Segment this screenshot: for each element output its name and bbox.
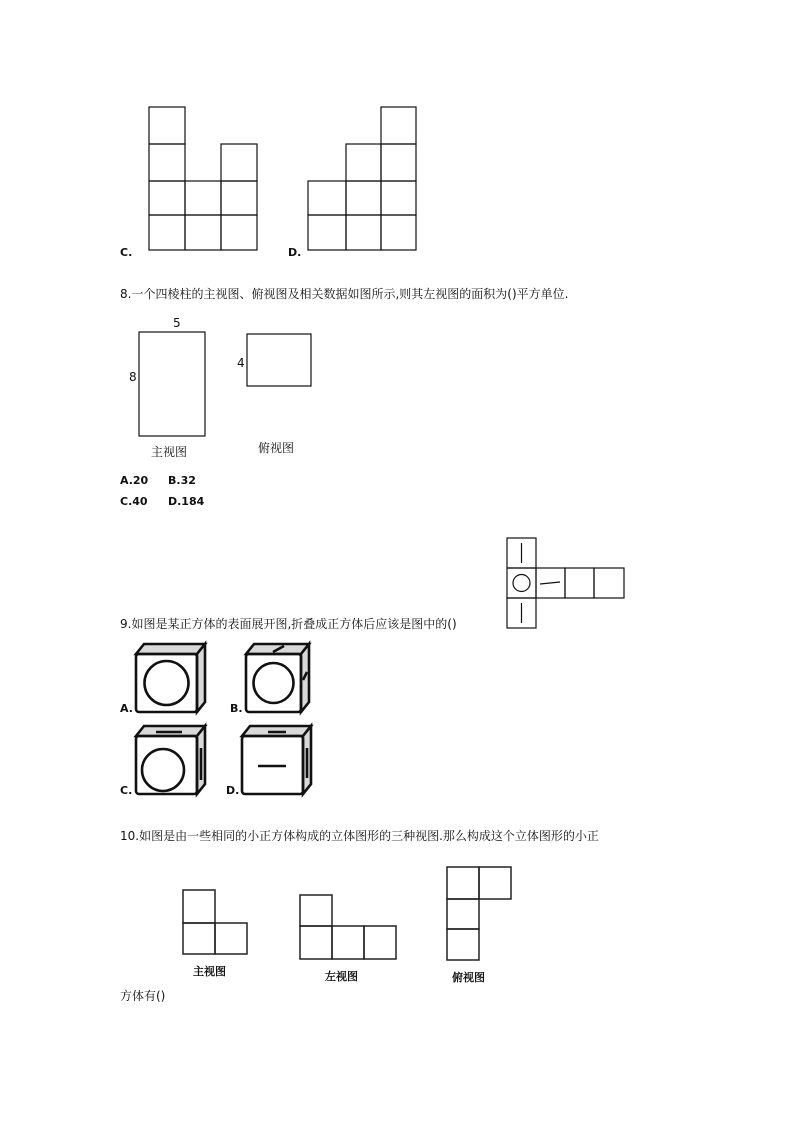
q7-option-c-figure bbox=[120, 100, 270, 260]
q9-option-b-label: B. bbox=[230, 702, 243, 715]
q9-option-d-label: D. bbox=[226, 784, 240, 797]
q9-option-c[interactable] bbox=[120, 718, 210, 798]
q9-cube-net bbox=[505, 536, 635, 631]
q8-option-d[interactable]: D.184 bbox=[168, 495, 205, 508]
q9-option-d[interactable] bbox=[226, 718, 316, 798]
q10-question-cont: 方体有() bbox=[120, 989, 166, 1003]
q8-question: 8.一个四棱柱的主视图、俯视图及相关数据如图所示,则其左视图的面积为()平方单位. bbox=[120, 287, 569, 301]
q9-option-c-label: C. bbox=[120, 784, 133, 797]
q8-front-width: 5 bbox=[173, 316, 181, 330]
q8-option-b[interactable]: B.32 bbox=[168, 474, 196, 487]
q8-front-height: 8 bbox=[129, 370, 137, 384]
q9-option-a-label: A. bbox=[120, 702, 133, 715]
q9-option-b-cube bbox=[230, 640, 320, 718]
q9-option-a[interactable] bbox=[120, 640, 210, 718]
q9-option-d-cube bbox=[226, 718, 316, 798]
q8-option-a[interactable]: A.20 bbox=[120, 474, 149, 487]
q7-option-c-label: C. bbox=[120, 246, 133, 259]
q10-left-view bbox=[297, 892, 399, 962]
q10-left-caption: 左视图 bbox=[325, 970, 358, 983]
q9-option-b[interactable] bbox=[230, 640, 320, 718]
q9-option-a-cube bbox=[120, 640, 210, 718]
q9-option-c-cube bbox=[120, 718, 210, 798]
q8-views-drawing bbox=[125, 312, 325, 462]
q8-figure bbox=[125, 312, 325, 462]
q7-option-d-figure bbox=[288, 100, 428, 260]
q10-top-view bbox=[444, 864, 514, 964]
q7-option-c bbox=[120, 100, 270, 260]
q7-option-d bbox=[288, 100, 428, 260]
q7-option-d-label: D. bbox=[288, 246, 302, 259]
q10-top-caption: 俯视图 bbox=[452, 971, 485, 984]
q8-top-height: 4 bbox=[237, 356, 245, 370]
q9-question: 9.如图是某正方体的表面展开图,折叠成正方体后应该是图中的() bbox=[120, 617, 457, 631]
q10-question: 10.如图是由一些相同的小正方体构成的立体图形的三种视图.那么构成这个立体图形的小正 bbox=[120, 829, 599, 843]
q8-top-caption: 俯视图 bbox=[258, 441, 295, 455]
q10-front-caption: 主视图 bbox=[193, 965, 226, 978]
q8-front-caption: 主视图 bbox=[151, 445, 188, 459]
q10-front-view bbox=[180, 887, 250, 957]
q8-option-c[interactable]: C.40 bbox=[120, 495, 148, 508]
